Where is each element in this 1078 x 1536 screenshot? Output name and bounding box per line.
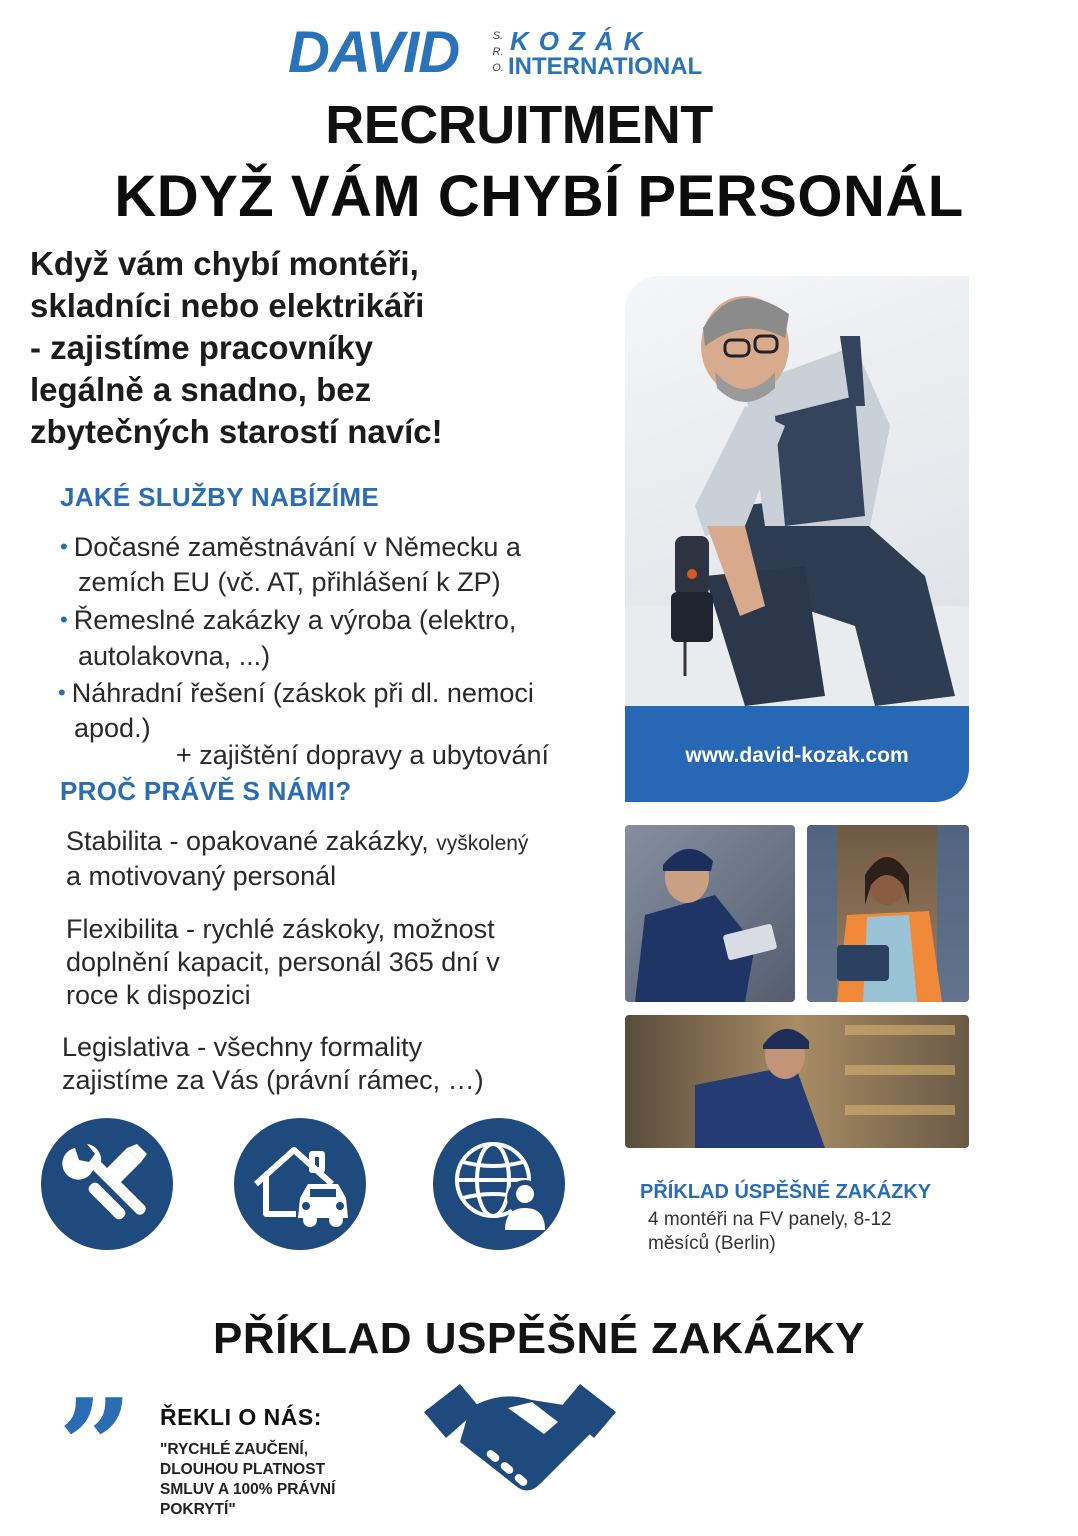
logo-sro: S. R. O. [492, 30, 504, 74]
worker-clipboard-illustration [625, 825, 795, 1002]
example-caption-heading: PŘÍKLAD ÚSPĚŠNÉ ZAKÁZKY [640, 1181, 932, 1203]
website-link[interactable]: www.david-kozak.com [685, 744, 909, 767]
warehouse-worker-illustration [625, 1015, 969, 1148]
service-extra: + zajištění dopravy a ubytování [176, 740, 549, 770]
testimonial-text [160, 1440, 335, 1520]
why-line: Flexibilita - rychlé záskoky, možnost [66, 914, 495, 944]
intro-text [30, 243, 610, 453]
service-item [60, 604, 516, 638]
why-heading: PROČ PRÁVĚ S NÁMI? [60, 776, 352, 806]
intro-line: - zajistíme pracovníky [30, 329, 373, 366]
service-line: Řemeslné zakázky a výroba (elektro, [73, 605, 517, 635]
quote-line: "RYCHLÉ ZAUČENÍ, [160, 1441, 308, 1458]
logo-david: DAVID [288, 20, 460, 85]
caption-line: 4 montéři na FV panely, 8-12 [648, 1209, 892, 1230]
example-caption-text [648, 1208, 892, 1256]
bullet-icon: • [58, 680, 66, 705]
house-car-glyph [234, 1118, 366, 1250]
intro-line: legálně a snadno, bez [30, 371, 372, 408]
why-line: roce k dispozici [66, 980, 251, 1010]
wrench-screwdriver-icon [41, 1118, 173, 1250]
house-car-icon [234, 1118, 366, 1250]
photo-warehouse-worker [625, 1015, 969, 1148]
quote-line: POKRYTÍ" [160, 1501, 236, 1518]
quote-mark-icon: ” [58, 1370, 133, 1523]
why-line: zajistíme za Vás (právní rámec, …) [62, 1065, 484, 1095]
service-line: Dočasné zaměstnávání v Německu a [73, 532, 521, 562]
intro-line: zbytečných starostí navíc! [30, 413, 443, 450]
page-title: KDYŽ VÁM CHYBÍ PERSONÁL [114, 164, 964, 229]
why-text: Stabilita - opakované zakázky, [66, 826, 429, 856]
bullet-icon: • [60, 607, 68, 632]
testimonial-heading: ŘEKLI O NÁS: [160, 1404, 322, 1430]
quote-line: SMLUV A 100% PRÁVNÍ [160, 1481, 336, 1498]
why-line: a motivovaný personál [66, 861, 337, 891]
worker-tablet-illustration [807, 825, 969, 1002]
tools-icon [41, 1118, 173, 1250]
intro-line: Když vám chybí montéři, [30, 245, 419, 282]
hero-photo [625, 276, 969, 802]
intro-line: skladníci nebo elektrikáři [30, 287, 425, 324]
logo-international: INTERNATIONAL [508, 53, 703, 80]
why-text-small: vyškolený [436, 832, 529, 855]
globe-person-glyph [433, 1118, 565, 1250]
service-item [60, 531, 521, 565]
why-line: Legislativa - všechny formality [62, 1032, 423, 1062]
recruitment-heading: RECRUITMENT [325, 95, 713, 155]
quote-line: DLOUHOU PLATNOST [160, 1461, 326, 1478]
why-line: doplnění kapacit, personál 365 dní v [66, 947, 500, 977]
why-flexibility [66, 913, 500, 1012]
service-line: zemích EU (vč. AT, přihlášení k ZP) [78, 567, 501, 597]
services-heading: JAKÉ SLUŽBY NABÍZÍME [60, 482, 379, 512]
why-stability [66, 825, 528, 893]
photo-worker-tablet [807, 825, 969, 1002]
handshake-glyph [420, 1378, 620, 1510]
service-line: Náhradní řešení (záskok při dl. nemoci [71, 678, 534, 708]
why-legislation [62, 1031, 484, 1097]
bottom-title: PŘÍKLAD USPĚŠNÉ ZAKÁZKY [213, 1314, 865, 1363]
why-line [66, 825, 528, 860]
service-line: apod.) [74, 713, 151, 743]
caption-line: měsíců (Berlin) [648, 1233, 776, 1254]
handshake-icon [420, 1378, 620, 1510]
service-item [58, 677, 534, 711]
logo-kozak: KOZÁK [510, 26, 653, 56]
service-line: autolakovna, ...) [78, 641, 271, 671]
photo-worker-clipboard [625, 825, 795, 1002]
globe-person-icon [433, 1118, 565, 1250]
bullet-icon: • [60, 534, 68, 559]
